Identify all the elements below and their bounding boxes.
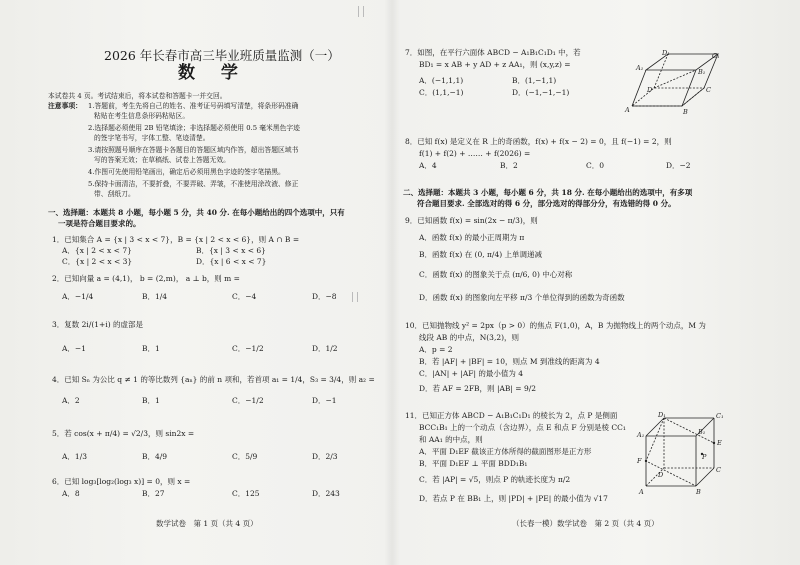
option-a: A．{x | 2 < x < 7} [62, 246, 132, 255]
option-c: C．−4 [232, 292, 257, 301]
page1-footer: 数学试卷 第 1 页（共 4 页） [156, 519, 258, 528]
note-line: 的签字笔书写，字体工整、笔迹清楚。 [94, 134, 210, 142]
question-stem: 7．如图，在平行六面体 ABCD − A₁B₁C₁D₁ 中，若 [405, 48, 581, 57]
option-a: A．8 [62, 489, 80, 498]
binder-mark [352, 292, 358, 302]
option-d: D．−2 [666, 161, 691, 170]
option-c: C．0 [586, 161, 605, 170]
option-c: C．−1/2 [232, 344, 264, 353]
option-a: A．2 [62, 396, 80, 405]
option-d: D．−1 [312, 396, 337, 405]
fig-label: D₁ [658, 411, 666, 419]
option-a: A．−1 [62, 344, 86, 353]
fig-label: D [647, 86, 653, 94]
note-line: 带、刮纸刀。 [94, 190, 135, 198]
option-b: B．1 [142, 344, 160, 353]
note-line: 写的答案无效；在草稿纸、试卷上答题无效。 [94, 156, 230, 164]
fig-label: A [625, 106, 630, 114]
option-d: D．(−1,−1,−1) [512, 88, 570, 97]
parallelepiped-figure [622, 50, 722, 118]
question-stem: f(1) + f(2) + …… + f(2026) = [419, 149, 531, 158]
binder-mark [358, 6, 364, 17]
fig-label: B [683, 108, 688, 116]
question-stem: 1．已知集合 A = {x | 3 < x < 7}，B = {x | 2 < x < 6}，则 A ∩ B = [52, 235, 300, 244]
section2-heading: 符合题目要求. 全部选对的得 6 分，部分选对的得部分分，有选错的得 0 分。 [417, 199, 676, 208]
fig-label: B₁ [698, 428, 706, 436]
note-line: 粘贴在考生信息条形码粘贴区。 [94, 112, 190, 120]
option-a: A．−1/4 [62, 292, 94, 301]
option-a: A．4 [419, 161, 437, 170]
question-stem: 3．复数 2i/(1+i) 的虚部是 [52, 320, 144, 329]
fig-label: P [702, 453, 707, 461]
cube-svg [636, 410, 728, 496]
question-stem: 10．已知抛物线 y² = 2px（p > 0）的焦点 F(1,0)，A，B 为抛物线上的两个动点，M 为 [405, 321, 706, 330]
page-fold [384, 0, 400, 565]
fig-label: A [639, 488, 644, 496]
section1-heading: 一项是符合题目要求的。 [58, 219, 141, 228]
cube-figure [636, 410, 728, 496]
option-a: A．1/3 [62, 452, 87, 461]
option-a: A．函数 f(x) 的最小正周期为 π [419, 233, 525, 242]
fig-label: D [658, 471, 664, 479]
question-stem: 5．若 cos(x + π/4) = √2/3，则 sin2x = [52, 429, 195, 438]
question-stem: BCC₁B₁ 上的一个动点（含边界），点 E 和点 F 分别是棱 CC₁ [419, 423, 626, 432]
option-d: D．若 AF = 2FB，则 |AB| = 9/2 [419, 384, 537, 393]
question-stem: 9．已知函数 f(x) = sin(2x − π/3)，则 [405, 216, 538, 225]
option-b: B．27 [142, 489, 165, 498]
note-line: 5.保持卡面清洁，不要折叠，不要弄破、弄皱，不准使用涂改液、修正 [88, 180, 299, 188]
question-stem: BD₁ = x AB + y AD + z AA₁，则 (x,y,z) = [419, 60, 571, 69]
option-b: B．1 [142, 396, 160, 405]
fig-label: B₁ [698, 68, 706, 76]
question-stem: 11．已知正方体 ABCD − A₁B₁C₁D₁ 的棱长为 2，点 P 是侧面 [405, 411, 618, 420]
option-c: C．5/9 [232, 452, 258, 461]
question-stem: 线段 AB 的中点，N(3,2)，则 [419, 333, 520, 342]
option-b: B．函数 f(x) 在 (0, π/4) 上单调递减 [419, 250, 543, 259]
option-b: B．平面 D₁EF ⊥ 平面 BDD₁B₁ [419, 459, 528, 468]
option-d: D．1/2 [312, 344, 338, 353]
exam-intro: 本试卷共 4 页。考试结束后，将本试卷和答题卡一并交回。 [48, 92, 227, 100]
option-c: C．函数 f(x) 的图象关于点 (π/6, 0) 中心对称 [419, 270, 573, 279]
option-d: D．2/3 [312, 452, 338, 461]
fig-label: B [696, 488, 701, 496]
option-a: A．(−1,1,1) [419, 76, 464, 85]
option-b: B．2 [500, 161, 518, 170]
option-c: C．−1/2 [232, 396, 264, 405]
option-c: C．若 |AP| = √5，则点 P 的轨迹长度为 π/2 [419, 475, 571, 484]
notes-label: 注意事项： [48, 102, 82, 110]
note-line: 4.作图可先使用铅笔画出，确定后必须用黑色字迹的签字笔描黑。 [88, 168, 285, 176]
option-c: C．125 [232, 489, 260, 498]
note-line: 2.选择题必须使用 2B 铅笔填涂；非选择题必须使用 0.5 毫米黑色字迹 [88, 124, 300, 132]
option-d: D．函数 f(x) 的图象向左平移 π/3 个单位得到的函数为奇函数 [419, 293, 625, 302]
option-b: B．若 |AF| + |BF| = 10，则点 M 到准线的距离为 4 [419, 357, 600, 366]
note-line: 1.答题前，考生先将自己的姓名、准考证号码填写清楚，将条形码准确 [88, 102, 299, 110]
top-face [646, 54, 718, 70]
fig-label: F [637, 457, 642, 465]
question-stem: 6．已知 log₃[log₂(log₃ x)] = 0，则 x = [52, 477, 191, 486]
option-d: D．243 [312, 489, 340, 498]
section1-heading: 一、选择题：本题共 8 小题，每小题 5 分，共 40 分. 在每小题给出的四个选项中，只有 [48, 208, 345, 217]
page2-footer: （长春一模）数学试卷 第 2 页（共 4 页） [512, 519, 659, 528]
question-stem: 8．已知 f(x) 是定义在 R 上的奇函数，f(x) + f(x − 2) = 0，且 f(−1) = 2，则 [405, 137, 672, 146]
fig-label: C [706, 86, 711, 94]
option-b: B．(1,−1,1) [512, 76, 557, 85]
fig-label: C [716, 466, 721, 474]
option-b: B．1/4 [142, 292, 168, 301]
option-a: A．p = 2 [419, 345, 453, 354]
option-d: D．{x | 6 < x < 7} [196, 257, 267, 266]
fig-label: C₁ [712, 52, 720, 60]
fig-label: A₁ [637, 431, 645, 439]
option-c: C．(1,1,−1) [419, 88, 464, 97]
section2-heading: 二、选择题：本题共 3 小题，每小题 6 分，共 18 分. 在每小题给出的选项中，有多项 [403, 188, 693, 197]
option-c: C．{x | 2 < x < 3} [62, 257, 133, 266]
exam-subject: 数 学 [178, 63, 248, 83]
note-line: 3.请按照题号顺序在答题卡各题目的答题区域内作答，超出答题区域书 [88, 146, 299, 154]
exam-title: 2026 年长春市高三毕业班质量监测（一） [104, 48, 340, 63]
fig-label: A₁ [636, 64, 644, 72]
option-d: D．−8 [312, 292, 337, 301]
fig-label: C₁ [716, 412, 724, 420]
question-stem: 2．已知向量 a = (4,1)， b = (2,m)， a ⊥ b，则 m = [52, 274, 240, 283]
question-stem: 4．已知 Sₙ 为公比 q ≠ 1 的等比数列 {aₙ} 的前 n 项和，若首项 a₁ = 1/4，S₃ = 3/4，则 a₂ = [52, 375, 375, 384]
option-a: A．平面 D₁EF 截该正方体所得的截面图形是正方形 [419, 447, 592, 456]
option-b: B．{x | 3 < x < 6} [196, 246, 266, 255]
question-stem: 和 AA₁ 的中点，则 [419, 435, 483, 444]
option-c: C．|AN| + |AF| 的最小值为 4 [419, 369, 524, 378]
option-b: B．4/9 [142, 452, 168, 461]
fig-label: D₁ [662, 50, 670, 57]
option-d: D．若点 P 在 BB₁ 上，则 |PD| + |PE| 的最小值为 √17 [419, 494, 608, 503]
fig-label: E [717, 439, 722, 447]
parallelepiped-svg [622, 50, 722, 118]
